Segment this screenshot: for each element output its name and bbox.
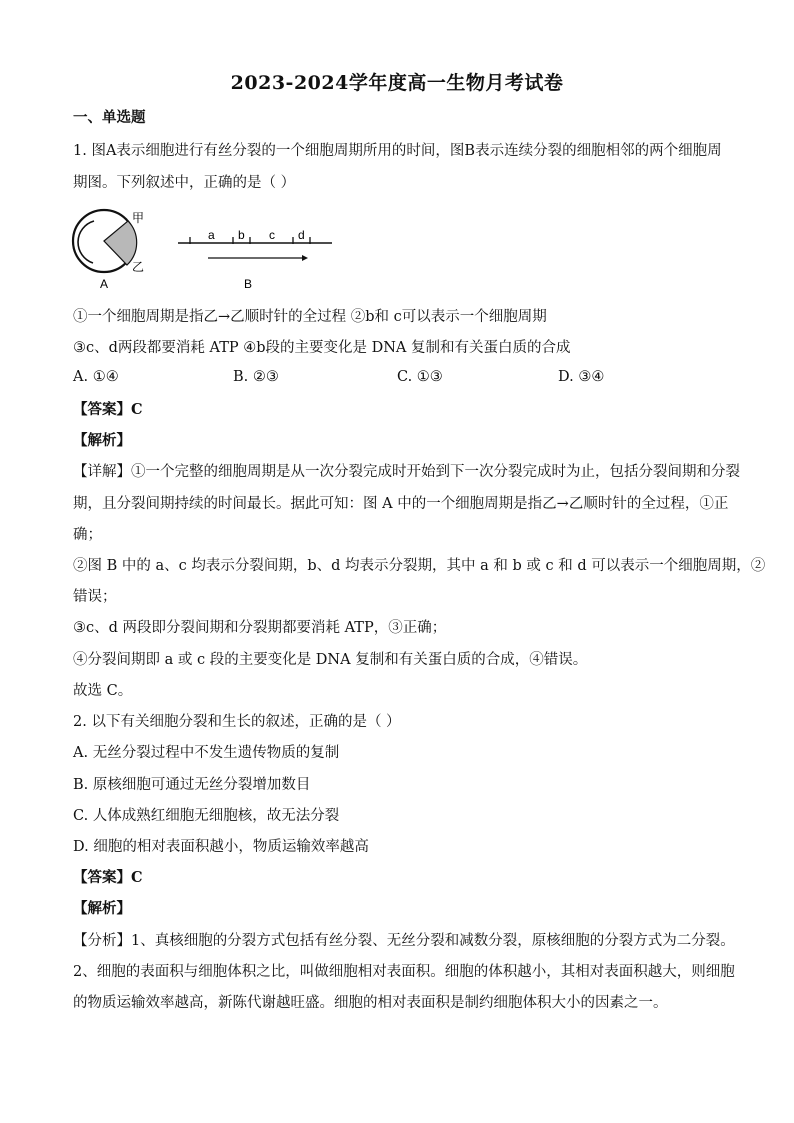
q1-option-b: B. ②③ <box>233 369 279 385</box>
mitosis-sector <box>104 221 137 265</box>
q2-option-d: D. 细胞的相对表面积越小，物质运输效率越高 <box>73 839 369 855</box>
q2-option-a: A. 无丝分裂过程中不发生遗传物质的复制 <box>73 745 340 761</box>
q1-figure <box>66 203 346 295</box>
direction-arrow-head <box>302 255 308 261</box>
q1-detail-line: 错误； <box>73 589 117 605</box>
label-figure-b: B <box>244 277 253 291</box>
q1-detail-line: 故选 C。 <box>73 683 133 699</box>
q1-detail-line: 【详解】①一个完整的细胞周期是从一次分裂完成时开始到下一次分裂完成时为止，包括分裂间期和分裂 <box>73 464 740 480</box>
q1-stem-line-1: 1. 图A表示细胞进行有丝分裂的一个细胞周期所用的时间，图B表示连续分裂的细胞相邻的两个细胞周 <box>73 143 722 159</box>
label-jia: 甲 <box>132 211 145 225</box>
segment-c-label: c <box>269 228 275 242</box>
segment-a-label: a <box>208 228 215 242</box>
page-title: 2023-2024学年度高一生物月考试卷 <box>230 72 564 94</box>
interphase-arc-arrow <box>78 221 94 263</box>
q1-analysis-heading: 【解析】 <box>73 432 131 449</box>
q1-detail-line: 确； <box>73 527 102 543</box>
q1-detail-line: 期，且分裂间期持续的时间最长。据此可知：图 A 中的一个细胞周期是指乙→乙顺时针的全过程，①正 <box>73 496 729 512</box>
q2-analysis-heading: 【解析】 <box>73 900 131 917</box>
label-yi: 乙 <box>132 260 145 274</box>
q2-stem: 2. 以下有关细胞分裂和生长的叙述，正确的是（ ） <box>73 714 401 730</box>
q2-detail-line: 2、细胞的表面积与细胞体积之比，叫做细胞相对表面积。细胞的体积越小，其相对表面积越大，则细胞 <box>73 964 735 980</box>
q2-answer: 【答案】C <box>73 869 143 886</box>
q1-option-d: D. ③④ <box>558 369 605 385</box>
q1-option-c: C. ①③ <box>397 369 443 385</box>
q2-detail-line: 的物质运输效率越高，新陈代谢越旺盛。细胞的相对表面积是制约细胞体积大小的因素之一。 <box>73 995 668 1011</box>
q1-detail-line: ②图 B 中的 a、c 均表示分裂间期，b、d 均表示分裂期，其中 a 和 b 或 c 和 d 可以表示一个细胞周期，② <box>73 558 766 574</box>
q1-statement-line-2: ③c、d两段都要消耗 ATP ④b段的主要变化是 DNA 复制和有关蛋白质的合成 <box>73 340 571 356</box>
label-figure-a: A <box>100 277 109 291</box>
q1-option-a: A. ①④ <box>73 369 119 385</box>
q2-option-b: B. 原核细胞可通过无丝分裂增加数目 <box>73 777 311 793</box>
q2-option-c: C. 人体成熟红细胞无细胞核，故无法分裂 <box>73 808 340 824</box>
q1-detail-line: ④分裂间期即 a 或 c 段的主要变化是 DNA 复制和有关蛋白质的合成，④错误。 <box>73 652 588 668</box>
section-heading: 一、单选题 <box>73 109 146 126</box>
segment-b-label: b <box>238 228 245 242</box>
q2-detail-line: 【分析】1、真核细胞的分裂方式包括有丝分裂、无丝分裂和减数分裂，原核细胞的分裂方式为二分裂。 <box>73 933 735 949</box>
q1-detail-line: ③c、d 两段即分裂间期和分裂期都要消耗 ATP，③正确； <box>73 620 447 636</box>
q1-statement-line-1: ①一个细胞周期是指乙→乙顺时针的全过程 ②b和 c可以表示一个细胞周期 <box>73 309 547 325</box>
segment-d-label: d <box>298 228 305 242</box>
q1-answer: 【答案】C <box>73 401 143 418</box>
q1-stem-line-2: 期图。下列叙述中，正确的是（ ） <box>73 175 296 191</box>
